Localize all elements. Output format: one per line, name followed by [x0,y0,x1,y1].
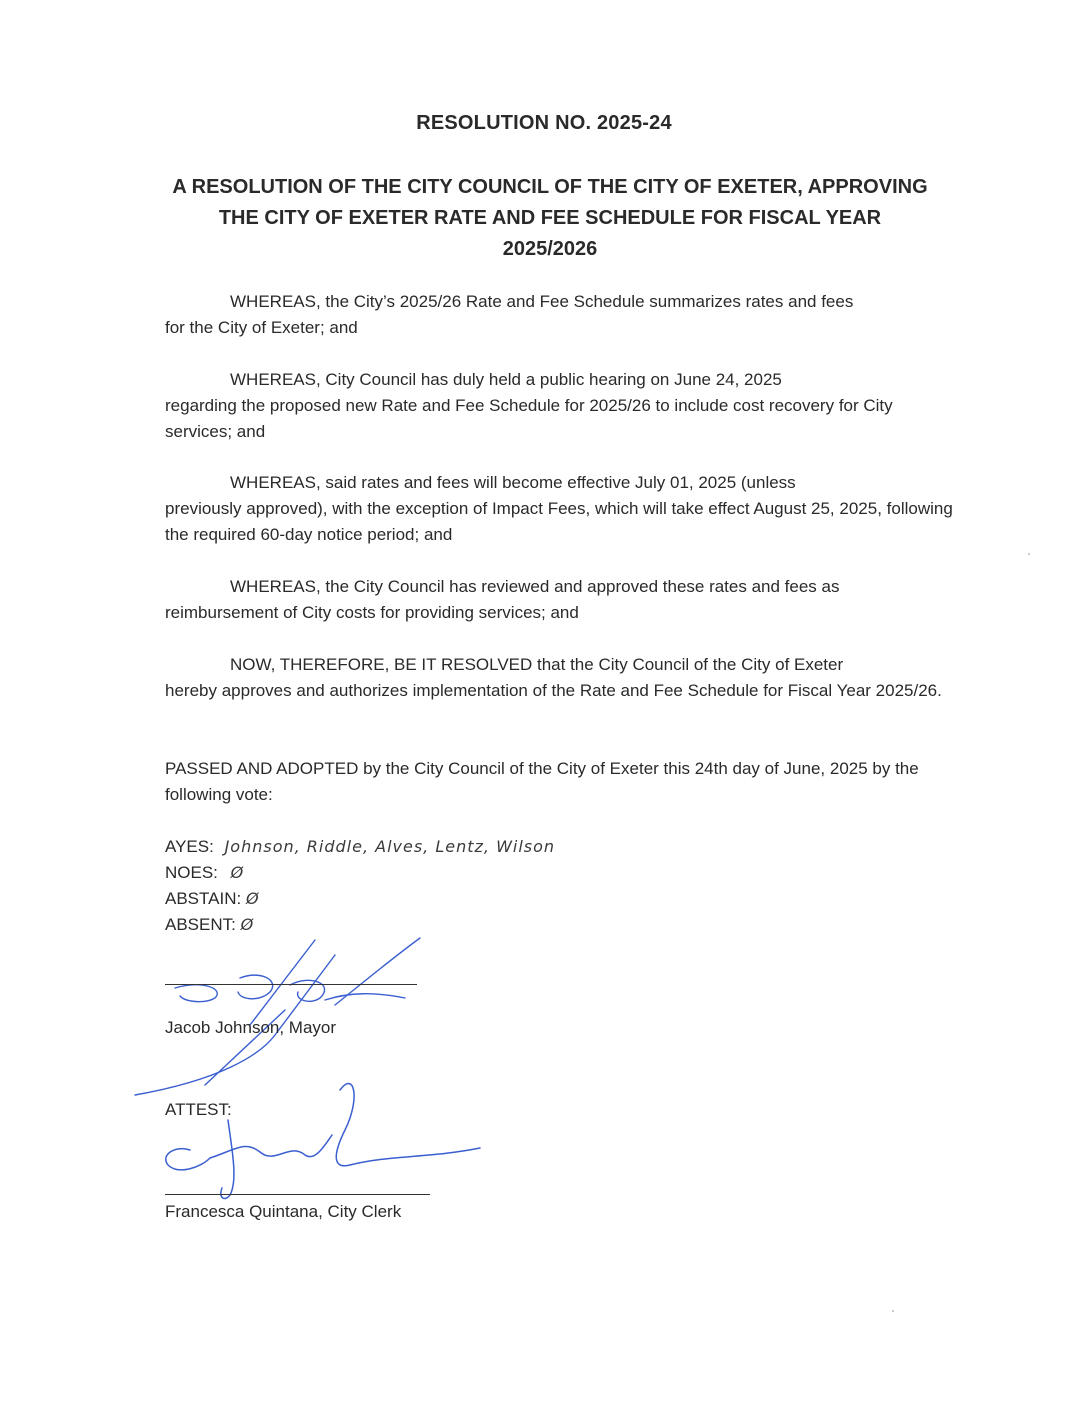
clerk-signature [150,1070,490,1210]
whereas-paragraph-1 [165,289,955,341]
paragraph-first-line: WHEREAS, the City’s 2025/26 Rate and Fee Schedule summarizes rates and fees [230,292,854,311]
title-line-3: 2025/2026 [502,238,598,260]
abstain-handwritten: Ø [245,889,260,908]
whereas-paragraph-2 [165,367,955,445]
clerk-signature-line [165,1194,430,1195]
ayes-label: AYES: [165,837,214,856]
absent-label: ABSENT: [165,915,236,934]
paragraph-rest: reimbursement of City costs for providing services; and [165,603,579,622]
clerk-name: Francesca Quintana, City Clerk [165,1202,402,1221]
attest-label: ATTEST: [165,1100,232,1119]
vote-abstain [165,886,260,912]
whereas-paragraph-4 [165,574,955,626]
vote-ayes [165,834,555,860]
scan-speck [892,1310,894,1312]
title-line-2: THE CITY OF EXETER RATE AND FEE SCHEDULE FOR FISCAL YEAR [218,207,882,229]
resolved-paragraph [165,652,955,704]
scan-speck [1028,553,1030,555]
paragraph-rest: regarding the proposed new Rate and Fee Schedule for 2025/26 to include cost recovery for City services; and [165,396,893,441]
mayor-signature-line [165,984,417,985]
paragraph-rest: for the City of Exeter; and [165,318,358,337]
noes-handwritten: Ø [230,863,245,882]
absent-handwritten: Ø [240,915,255,934]
whereas-paragraph-3 [165,470,955,548]
paragraph-rest: previously approved), with the exception of Impact Fees, which will take effect August 25, 2025, following the required 60-day notice period; and [165,499,953,544]
resolution-number: RESOLUTION NO. 2025-24 [416,112,672,134]
paragraph-first-line: WHEREAS, said rates and fees will become effective July 01, 2025 (unless [230,473,796,492]
paragraph-first-line: NOW, THEREFORE, BE IT RESOLVED that the City Council of the City of Exeter [230,655,844,674]
vote-noes [165,860,244,886]
title-line-1: A RESOLUTION OF THE CITY COUNCIL OF THE CITY OF EXETER, APPROVING [172,176,928,198]
ayes-handwritten: Johnson, Riddle, Alves, Lentz, Wilson [224,837,556,856]
abstain-label: ABSTAIN: [165,889,242,908]
noes-label: NOES: [165,863,218,882]
resolution-title [140,172,960,265]
mayor-name: Jacob Johnson, Mayor [165,1018,337,1037]
paragraph-first-line: WHEREAS, City Council has duly held a public hearing on June 24, 2025 [230,370,782,389]
adoption-paragraph: PASSED AND ADOPTED by the City Council of the City of Exeter this 24th day of June, 2025 by the following vote: [165,759,919,804]
paragraph-first-line: WHEREAS, the City Council has reviewed and approved these rates and fees as [230,577,840,596]
paragraph-rest: hereby approves and authorizes implementation of the Rate and Fee Schedule for Fiscal Year 2025/26. [165,681,942,700]
